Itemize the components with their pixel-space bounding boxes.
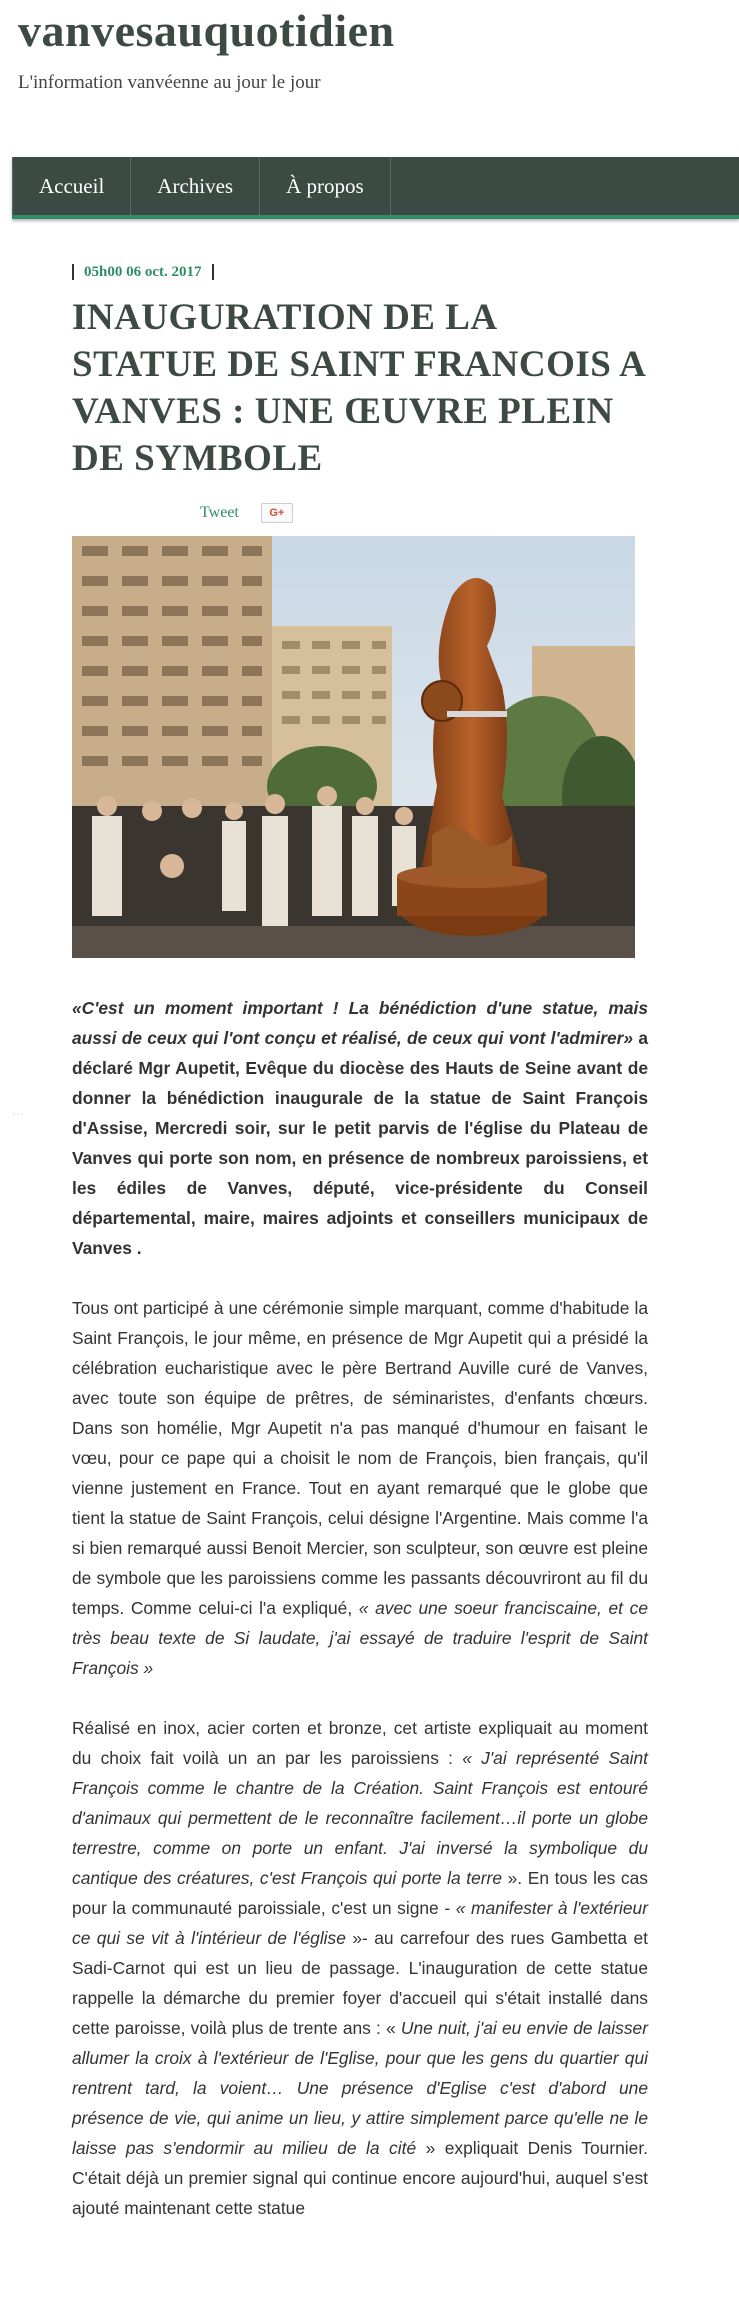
paragraph-3-quote-3: Une nuit, j'ai eu envie de laisser allumer la croix à l'extérieur de l'Eglise, pour que les gens du quartier qui rentrent tard, la voient… Une présence d'Eglise c'est d'abord une présence de vie, qui anime un lieu, y attire simplement parce qu'elle ne le laisse pas s'endormir au milieu de la cité bbox=[72, 2018, 649, 2158]
paragraph-1 bbox=[72, 993, 648, 1263]
paragraph-3-text-1: Réalisé en inox, acier corten et bronze, cet artiste expliquait au moment du choix fait voilà un an par les paroissiens : bbox=[72, 1718, 648, 1768]
meta-divider bbox=[212, 264, 214, 280]
paragraph-3-text-3: »- au carrefour des rues Gambetta et Sadi-Carnot qui est un lieu de passage. L'inauguration de cette statue rappelle la démarche du premier foyer d'accueil qui s'était installé dans cette paroisse, voilà plus de trente ans : « bbox=[72, 1928, 648, 2038]
quote-mercier: « avec une soeur franciscaine, et ce très beau texte de Si laudate, j'ai essayé de traduire l'esprit de Saint François » bbox=[72, 1598, 648, 1678]
paragraph-2-text: Tous ont participé à une cérémonie simple marquant, comme d'habitude la Saint François, le jour même, en présence de Mgr Aupetit qui a présidé la célébration eucharistique avec le père Bertrand Auville curé de Vanves, avec toute son équipe de prêtres, de séminaristes, d'enfants chœurs. Dans son homélie, Mgr Aupetit n'a pas manqué d'humour en faisant le vœu, pour ce pape qui a choisit le nom de François, bien français, qu'il vienne justement en France. Tout en ayant remarqué que le globe que tient la statue de Saint François, celui désigne l'Argentine. Mais comme l'a si bien remarqué aussi Benoit Mercier, son sculpteur, son œuvre est pleine de symbole que les paroissiens comme les passants découvriront au fil du temps. Comme celui-ci l'a expliqué, bbox=[72, 1298, 648, 1618]
site-description: L'information vanvéenne au jour le jour bbox=[18, 72, 321, 93]
paragraph-2 bbox=[72, 1293, 648, 1683]
paragraph-3-text-2: ». En tous les cas pour la communauté paroissiale, c'est un signe - bbox=[72, 1868, 648, 1918]
post-title: INAUGURATION DE LA STATUE DE SAINT FRANCOIS A VANVES : UNE ŒUVRE PLEIN DE SYMBOLE bbox=[72, 297, 645, 479]
paragraph-1-text: a déclaré Mgr Aupetit, Evêque du diocèse des Hauts de Seine avant de donner la bénédiction inaugurale de la statue de Saint François d'Assise, Mercredi soir, sur le petit parvis de l'église du Plateau de Vanves qui porte son nom, en présence de nombreux paroissiens, et les édiles de Vanves, député, vice-présidente du Conseil départemental, maire, maires adjoints et conseillers municipaux de Vanves . bbox=[72, 1028, 648, 1258]
paragraph-3 bbox=[72, 1713, 648, 2223]
post-date[interactable]: 05h00 06 oct. 2017 bbox=[84, 263, 202, 280]
main-nav bbox=[12, 157, 739, 219]
post-meta bbox=[72, 262, 648, 282]
site-header bbox=[0, 0, 739, 150]
stray-mark: · · · bbox=[12, 1110, 24, 1119]
share-bar bbox=[72, 502, 648, 524]
meta-divider bbox=[72, 264, 74, 280]
nav-item-accueil[interactable]: Accueil bbox=[12, 157, 131, 215]
google-plus-button[interactable]: G+ bbox=[261, 503, 293, 523]
nav-item-archives[interactable]: Archives bbox=[131, 157, 260, 215]
tweet-button[interactable]: Tweet bbox=[200, 504, 239, 521]
post-article bbox=[72, 262, 648, 2223]
paragraph-3-text-4: » expliquait Denis Tournier. C'était déjà un premier signal qui continue encore aujourd'hui, auquel s'est ajouté maintenant cette statue bbox=[72, 2138, 648, 2218]
paragraph-3-quote-1: « J'ai représenté Saint François comme le chantre de la Création. Saint François est entouré d'animaux qui permettent de le reconnaître facilement…il porte un globe terrestre, comme on porte un enfant. J'ai inversé la symbolique du cantique des créatures, c'est François qui porte la terre bbox=[72, 1748, 648, 1888]
statue-inauguration-photo bbox=[72, 536, 635, 958]
nav-item-a-propos[interactable]: À propos bbox=[260, 157, 391, 215]
post-content bbox=[72, 993, 648, 2223]
site-title[interactable]: vanvesauquotidien bbox=[18, 5, 395, 56]
quote-aupetit: «C'est un moment important ! La bénédiction d'une statue, mais aussi de ceux qui l'ont conçu et réalisé, de ceux qui vont l'admirer» bbox=[72, 998, 648, 1048]
paragraph-3-quote-2: « manifester à l'extérieur ce qui se vit à l'intérieur de l'église bbox=[72, 1898, 648, 1948]
